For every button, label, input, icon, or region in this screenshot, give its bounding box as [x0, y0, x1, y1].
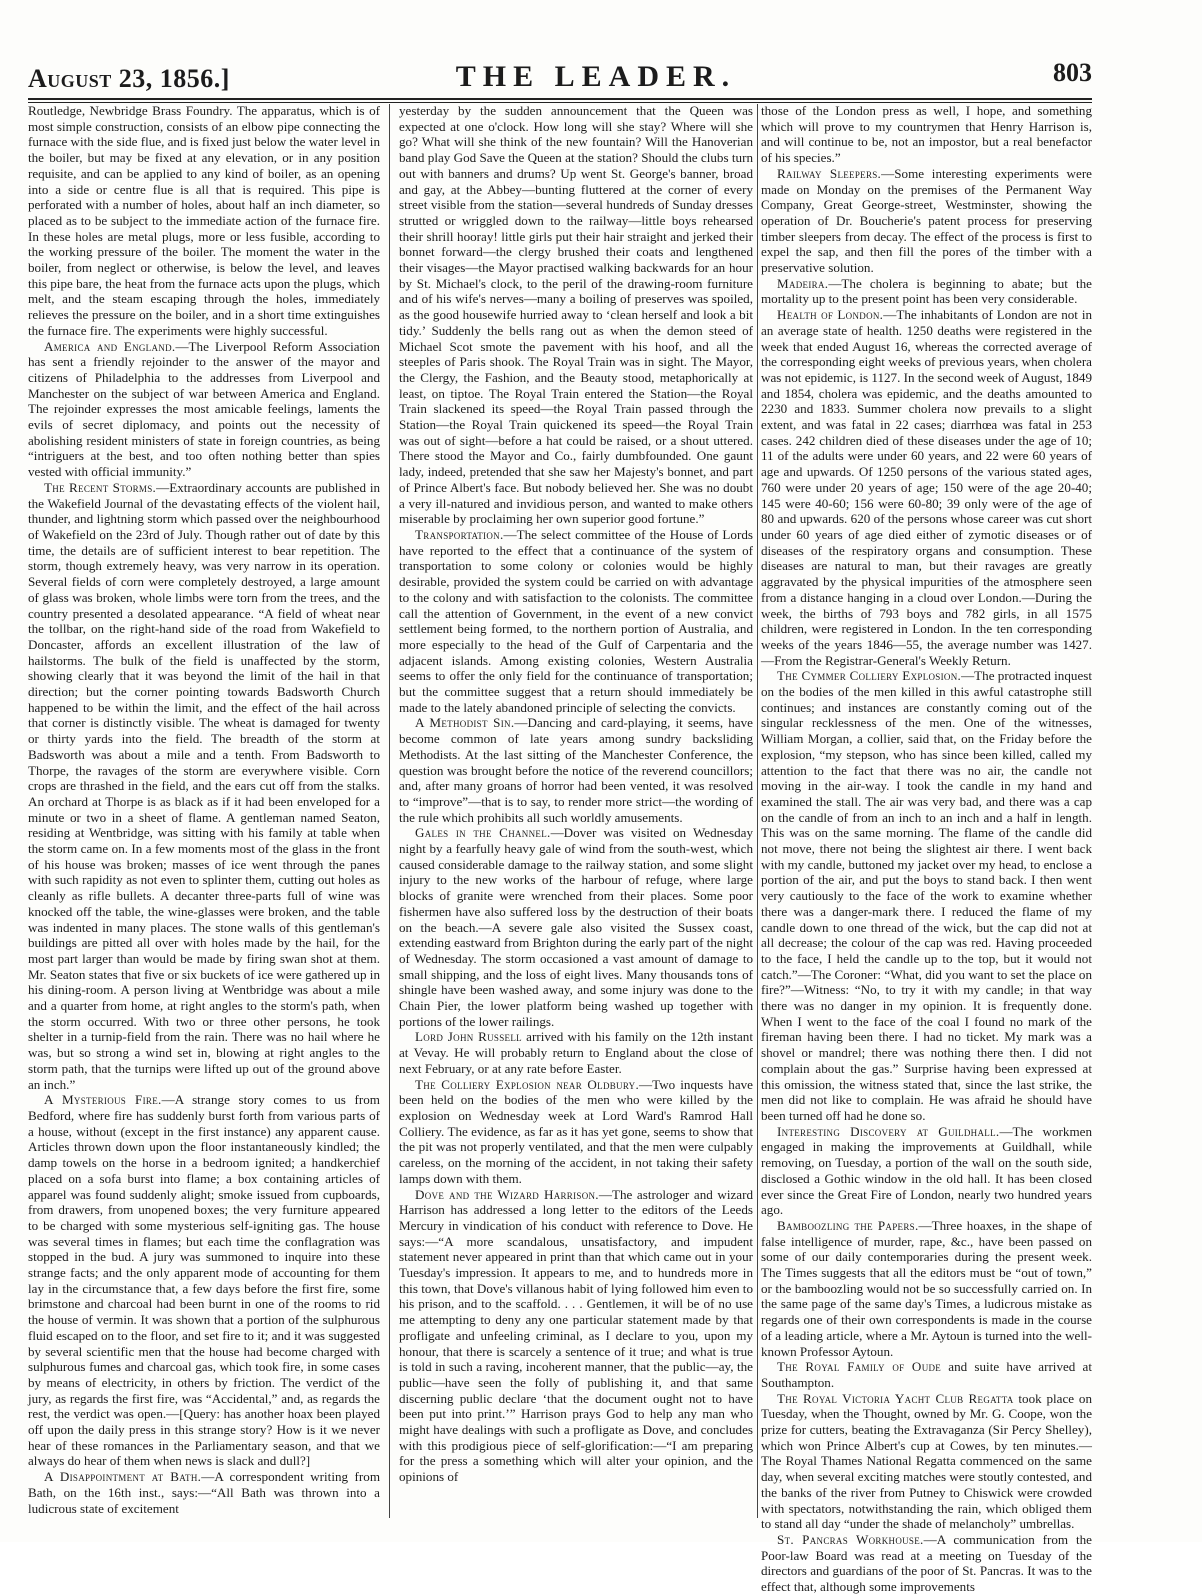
paragraph-heading: The Recent Storms.	[44, 479, 157, 495]
paragraph-text: —The workmen engaged in making the improvements at Guildhall, while removing, on Tuesday, a portion of the wall on the south side, disclosed a Gothic window in the old hall. It has been closed ever since the Great Fire of London, nearly two hundred years ago.	[761, 1123, 1092, 1218]
paragraph-text: —The select committee of the House of Lords have reported to the effect that a continuance of the system of transportation to some colony or colonies would be highly desirable, provided the system could be carried on with advantage to the colony and with satisfaction to the colonists. The committee call the attention of Government, in the event of a new convict settlement being formed, to the northern portion of Australia, and more especially to the head of the Gulf of Carpentaria and the adjacent islands. Among existing colonies, Western Australia seems to offer the only field for the continuance of transportation; but the committee suggest that a return should immediately be made to the lately abandoned principle of selecting the convicts.	[399, 526, 753, 715]
paragraph-heading: Railway Sleepers.	[777, 165, 882, 181]
paragraph	[28, 103, 380, 339]
masthead	[28, 58, 1092, 98]
paragraph	[399, 527, 753, 715]
paragraph-text: —The cholera is beginning to abate; but the mortality up to the present point has been very considerable.	[761, 275, 1092, 307]
paragraph-text: —A correspondent writing from Bath, on the 16th inst., says:—“All Bath was thrown into a ludicrous state of excitement	[28, 1469, 380, 1516]
column-rule	[757, 104, 758, 1518]
paragraph	[399, 1187, 753, 1485]
paragraph-text: those of the London press as well, I hope, and something which will prove to my countrymen that Henry Harrison is, and will continue to be, not an impostor, but a real benefactor of his species.”	[761, 103, 1092, 166]
paragraph	[761, 103, 1092, 166]
column-1	[28, 103, 380, 1521]
paragraph	[399, 825, 753, 1029]
paragraph	[399, 1077, 753, 1187]
paragraph-heading: The Colliery Explosion near Oldbury.	[415, 1076, 640, 1092]
paragraph-heading: St. Pancras Workhouse.	[777, 1531, 924, 1547]
column-2	[399, 103, 753, 1521]
paragraph-text: —Some interesting experiments were made on Monday on the premises of the Permanent Way Company, Great George-street, Westminster, showing the operation of Dr. Boucherie's patent process for preserving timber sleepers from decay. The effect of the process is first to expel the sap, and then fill the pores of the timber with a preservative solution.	[761, 165, 1092, 276]
paragraph-heading: Gales in the Channel.	[415, 825, 551, 841]
paragraph-heading: Transportation.	[415, 526, 504, 542]
paragraph-heading: Madeira.	[777, 275, 829, 291]
paragraph-text: —A strange story comes to us from Bedford, where fire has suddenly burst forth from various parts of a house, without (except in the first instance) any apparent cause. Articles thrown down upon the floor instantaneously kindled; the damp towels on the horse in a bedroom ignited; a handkerchief placed on a sofa burst into flame; a box containing articles of apparel was found suddenly alight; smoke issued from cupboards, from drawers, from unopened boxes; the very furniture appeared to be charged with some mysterious self-igniting gas. The house was several times in flames; but each time the conflagration was stopped in the bud. A jury was summoned to inquire into these strange facts; and the only apparent mode of accounting for them lay in the circumstance that, a few days before the first fire, some brimstone and charcoal had been burnt in one of the rooms to rid the house of vermin. It was shown that a portion of the sulphurous fluid escaped on to the floor, and set fire to it; and it was suggested by several scientific men that the house had become charged with sulphurous fumes and charcoal gas, which took fire, in some cases by means of electricity, in others by friction. The verdict of the jury, as regards the first fire, was “Accidental,” and, as regards the rest, the verdict was open.—[Query: has another hoax been played off upon the daily press in this strange story? How is it we never hear of these romances in the Parliamentary season, and that we always do hear of them when news is slack and dull?]	[28, 1092, 380, 1469]
paragraph-text: —Three hoaxes, in the shape of false intelligence of murder, rape, &c., have been passed on some of our daily contemporaries during the present week. The Times suggests that all the editors must be “out of town,” or the bamboozling would not be so successfully carried on. In the same page of the same day's Times, a ludicrous mistake as regards one of their own correspondents is made in the course of a leading article, where a Mr. Aytoun is turned into the well-known Professor Aytoun.	[761, 1217, 1092, 1359]
newspaper-title: THE LEADER.	[455, 60, 737, 93]
issue-date: August 23, 1856.]	[28, 64, 230, 93]
paragraph-heading: A Mysterious Fire.	[44, 1092, 162, 1108]
paragraph-text: —The Liverpool Reform Association has sent a friendly rejoinder to the answer of the mayor and citizens of Philadelphia to the addresses from Liverpool and Manchester on the subject of war between America and England. The rejoinder expresses the most amicable feelings, laments the evils of secret diplomacy, and points out the necessity of abolishing resident ministers of state in foreign countries, as being “intriguers at the best, and too often nothing better than spies vested with official immunity.”	[28, 338, 380, 480]
paragraph-heading: The Cymmer Colliery Explosion.	[777, 668, 962, 684]
paragraph	[28, 339, 380, 480]
paragraph	[399, 1029, 753, 1076]
paragraph	[761, 1124, 1092, 1218]
paragraph-text: and suite have arrived at Southampton.	[761, 1359, 1092, 1390]
paragraph-heading: Interesting Discovery at Guildhall.	[777, 1123, 1000, 1139]
paragraph-heading: Lord John Russell	[415, 1029, 522, 1045]
paragraph	[761, 1532, 1092, 1595]
paragraph	[761, 668, 1092, 1123]
paragraph	[761, 1359, 1092, 1390]
paragraph	[28, 1092, 380, 1469]
paragraph-text: —Dancing and card-playing, it seems, have become common of late years among sundry backsliding Methodists. At the last sitting of the Manchester Conference, the question was brought before the notice of the reverend councillors; and, after many groans of horror had been vented, it was resolved to “improve”—that is to say, to render more strict—the wording of the rule which prohibits all such worldly amusements.	[399, 715, 753, 825]
page-number: 803	[1053, 58, 1092, 87]
paragraph	[761, 166, 1092, 276]
paragraph-text: —Two inquests have been held on the bodies of the men who were killed by the explosion on Wednesday week at Lord Ward's Ramrod Hall Colliery. The evidence, as far as it has yet gone, seems to show that the pit was not properly ventilated, and that the men were culpably careless, on the morning of the accident, in not taking their safety lamps down with them.	[399, 1076, 753, 1186]
column-rule	[389, 104, 390, 1518]
paragraph-text: —The protracted inquest on the bodies of the men killed in this awful catastrophe still continues; and instances are constantly coming out of the singular recklessness of the men. One of the witnesses, William Morgan, a collier, said that, on the Friday before the explosion, “my stepson, who has since been killed, called my attention to the fact that there was no air, the candle not moving in the air-way. I took the candle in my hand and examined the stall. The air was very bad, and there was a cap on the candle of from an inch to an inch and a half in length. This was on the same morning. The flame of the candle did not move, there not being the slightest air there. I went back with my candle, buttoned my jacket over my head, to enclose a portion of the air, and put the boys to stand back. I then went very cautiously to the face of the work to examine whether there was a danger-mark there. I reduced the flame of my candle down to one thread of the wick, but the cap did not at all decrease; the colour of the cap was red. Having proceeded to the face, I held the candle up to the top, but it would not catch.”—The Coroner: “What, did you want to set the place on fire?”—Witness: “No, to try it with my candle; in that way there was no danger in my opinion. It is frequently done. When I went to the face of the coal I found no mark of the fireman having been there. I had no ticket. My mark was a shovel or mandrel; there was nothing there then. I did not complain about the gas.” Surprise having been expressed at this omission, the witness stated that, since the last strike, the men did not like to complain. He was afraid he should have been turned off had he done so.	[761, 668, 1092, 1123]
paragraph-heading: America and England.	[44, 338, 176, 354]
paragraph	[761, 1218, 1092, 1359]
paragraph	[399, 715, 753, 825]
paragraph-heading: Health of London.	[777, 307, 884, 323]
paragraph-text: —Dover was visited on Wednesday night by a fearfully heavy gale of wind from the south-west, which caused considerable damage to the railway station, and some slight injury to the new works of the harbour of refuge, where large blocks of granite were wrenched from their places. Some poor fishermen have also suffered loss by the destruction of their boats on the beach.—A severe gale also visited the Sussex coast, extending eastward from Brighton during the early part of the night of Wednesday. The storm occasioned a vast amount of damage to small shipping, and the loss of eight lives. Many thousands tons of shingle have been washed away, and some injury was done to the Chain Pier, the lower platform being washed up together with portions of the lower railings.	[399, 825, 753, 1029]
paragraph-text: Routledge, Newbridge Brass Foundry. The apparatus, which is of most simple construction, consists of an elbow pipe connecting the furnace with the side flue, and is fixed just below the water level in the boiler, but may be fixed at any elevation, or in any position requisite, and can be applied to any kind of boiler, as an opening into a side or centre flue is all that is required. This pipe is perforated with a number of holes, about half an inch diameter, so placed as to be subject to the immediate action of the furnace fire. In these holes are metal plugs, more or less fusible, according to the working pressure of the boiler. The moment the water in the boiler, from neglect or otherwise, is below the level, and leaves this pipe bare, the heat from the furnace acts upon the plugs, which melt, and the steam escaping through the holes, immediately relieves the pressure on the boiler, and in a short time extinguishes the furnace fire. The experiments were highly successful.	[28, 103, 380, 338]
paragraph	[399, 103, 753, 527]
paragraph-text: —The inhabitants of London are not in an average state of health. 1250 deaths were registered in the week that ended August 16, whereas the corrected average of the corresponding eight weeks of previous years, when cholera was not epidemic, is 1127. In the second week of August, 1849 and 1854, cholera was epidemic, and the deaths amounted to 2230 and 1833. Summer cholera now prevails to a slight extent, and was fatal in 22 cases; diarrhœa was fatal in 253 cases. 242 children died of these diseases under the age of 10; 11 of the adults were under 60 years, and 22 were 60 years of age and upwards. Of 1250 persons of the various stated ages, 760 were under 20 years of age; 150 were of the age 20-40; 145 were 40-60; 156 were 60-80; 39 only were of the age of 80 and upwards. 620 of the persons whose career was cut short under 60 years of age died either of zymotic diseases or of diseases of the respiratory organs and consumption. These diseases are natural to man, but their ravages are greatly aggravated by the physical impurities of the atmosphere seen from a distance hanging in a cloud over London.—During the week, the births of 793 boys and 782 girls, in all 1575 children, were registered in London. In the ten corresponding weeks of the years 1846—55, the average number was 1427.—From the Registrar-General's Weekly Return.	[761, 307, 1092, 668]
paragraph-heading: A Methodist Sin.	[415, 715, 515, 731]
column-3	[761, 103, 1092, 1595]
paragraph-text: arrived with his family on the 12th instant at Vevay. He will probably return to England about the close of next February, or at any rate before Easter.	[399, 1029, 753, 1076]
paragraph	[761, 307, 1092, 668]
paragraph	[761, 1391, 1092, 1532]
paragraph	[761, 276, 1092, 307]
paragraph-text: —Extraordinary accounts are published in the Wakefield Journal of the devastating effects of the violent hail, thunder, and lightning storm which passed over the neighbourhood of Wakefield on the 23rd of July. Though rather out of date by this time, the details are of sufficient interest to bear repetition. The storm, though extremely heavy, was very narrow in its operation. Several fields of corn were completely destroyed, a large amount of glass was broken, whole limbs were torn from the trees, and the country presented a desolated appearance. “A field of wheat near the tollbar, on the right-hand side of the road from Wakefield to Doncaster, affords an excellent illustration of the law of hailstorms. The bulk of the field is unaffected by the storm, showing clearly that it was beyond the limit of the hail in that direction; but the corner pointing towards Badsworth Church happened to be within the limit, and the effect of the hail across that corner is distinctly visible. The wheat is damaged for twenty or thirty yards into the field. The breadth of the storm at Badsworth was about a mile and a tenth. From Badsworth to Thorpe, the ravages of the storm are everywhere visible. Corn crops are thrashed in the field, and the ears cut off from the stalks. An orchard at Thorpe is as black as if it had been enveloped for a minute or two in a sheet of flame. A gentleman named Seaton, residing at Wentbridge, was sitting with his family at table when the storm came on. In a few moments most of the glass in the front of his house was broken; masses of ice went through the panes with such rapidity as not even to splinter them, cutting out holes as cleanly as rifle bullets. A decanter three-parts full of wine was knocked off the table, the wine-glasses were broken, and the table was indented in many places. The stone walls of this gentleman's buildings are pitted all over with holes made by the hail, for the most part larger than would be made by firing swan shot at them. Mr. Seaton states that five or six buckets of ice were gathered up in his dining-room. A person living at Wentbridge was about a mile and a quarter from home, at right angles to the storm's path, when the storm occurred. With two or three other persons, he took shelter in a turnip-field from the rain. There was no hail where he was, but so strong a wind set in, blowing at right angles to the storm path, that the turnips were lifted up out of the ground above an inch.”	[28, 479, 381, 1092]
paragraph-text: —A communication from the Poor-law Board was read at a meeting on Tuesday of the directors and guardians of the poor of St. Pancras. It was to the effect that, although some improvements	[761, 1531, 1092, 1595]
paragraph-heading: The Royal Family of Oude	[777, 1359, 942, 1375]
paragraph-text: took place on Tuesday, when the Thought, owned by Mr. G. Coope, won the prize for cutters, beating the Extravaganza (Sir Percy Shelley), which won Prince Albert's cup at Cowes, by ten minutes.—The Royal Thames National Regatta commenced on the same day, when several exciting matches were stoutly contested, and the banks of the river from Putney to Chiswick were crowded with spectators, notwithstanding the rain, which obliged them to stand all day “under the shade of melancholy” umbrellas.	[761, 1390, 1092, 1532]
paragraph-heading: A Disappointment at Bath.	[44, 1469, 202, 1485]
paragraph-heading: Bamboozling the Papers.	[777, 1217, 919, 1233]
paragraph-heading: Dove and the Wizard Harrison.	[415, 1186, 599, 1202]
paragraph-text: yesterday by the sudden announcement that the Queen was expected at one o'clock. How long will she stay? Where will she go? What will she think of the new fountain? Will the Hanoverian band play God Save the Queen at the station? Should the clubs turn out with banners and drums? Up went St. George's banner, broad and gay, at the Abbey—bunting fluttered at the corner of every street visible from the station—several hundreds of Sunday dresses strutted or wriggled down to the railway—little boys rehearsed their shrill hooray! little girls put their hair straight and jerked their bonnet forward—the clergy brushed their coats and lengthened their visages—the Mayor practised walking backwards for an hour by St. Michael's clock, to the peril of the drawing-room furniture and of his wife's nerves—many a boiling of preserves was spoiled, as the good housewife hurried away to ‘clean herself and look a bit tidy.’ Suddenly the bells rang out as when the demon steed of Michael Scot smote the pavement with his hoof, and all the steeples of Paris shook. The Royal Train was in sight. The Mayor, the Clergy, the Fashion, and the Beauty stood, metaphorically at least, on tiptoe. The Royal Train entered the Station—the Royal Train slackened its speed—the Royal Train passed through the Station—the Royal Train quickened its speed—the Royal Train was out of sight—before a hat could be raised, or a shout uttered. There stood the Mayor and Co., fairly dumbfounded. One gaunt lady, indeed, pretended that she saw her Majesty's bonnet, and part of Prince Albert's face. But nobody believed her. She was no doubt a very ill-natured and invidious person, and wanted to make others miserable by proclaiming her own superior good fortune.”	[399, 103, 753, 527]
paragraph	[28, 480, 380, 1092]
paragraph	[28, 1469, 380, 1516]
paragraph-text: —The astrologer and wizard Harrison has addressed a long letter to the editors of the Leeds Mercury in vindication of his conduct with reference to Dove. He says:—“A more scandalous, unsatisfactory, and impudent statement never appeared in print than that which came out in your Tuesday's impression. It appears to me, and to hundreds more in this town, that Dove's villanous habit of lying followed him even to his prison, and to the scaffold. . . . Gentlemen, it will be of no use me attempting to deny any one particular statement made by that profligate and unfeeling criminal, as I declare to you, upon my honour, that there is scarcely a sentence of it true; and what is true is told in such a raving, incoherent manner, that the public—ay, the public—have seen the folly of publishing it, and that same discerning public declare ‘that the document ought not to have been put into print.’” Harrison prays God to help any man who might have dealings with such a profligate as Dove, and concludes with this prodigious piece of self-glorification:—“I am preparing for the press a something which will alter your opinion, and the opinions of	[399, 1186, 754, 1485]
paragraph-heading: The Royal Victoria Yacht Club Regatta	[777, 1390, 1014, 1406]
